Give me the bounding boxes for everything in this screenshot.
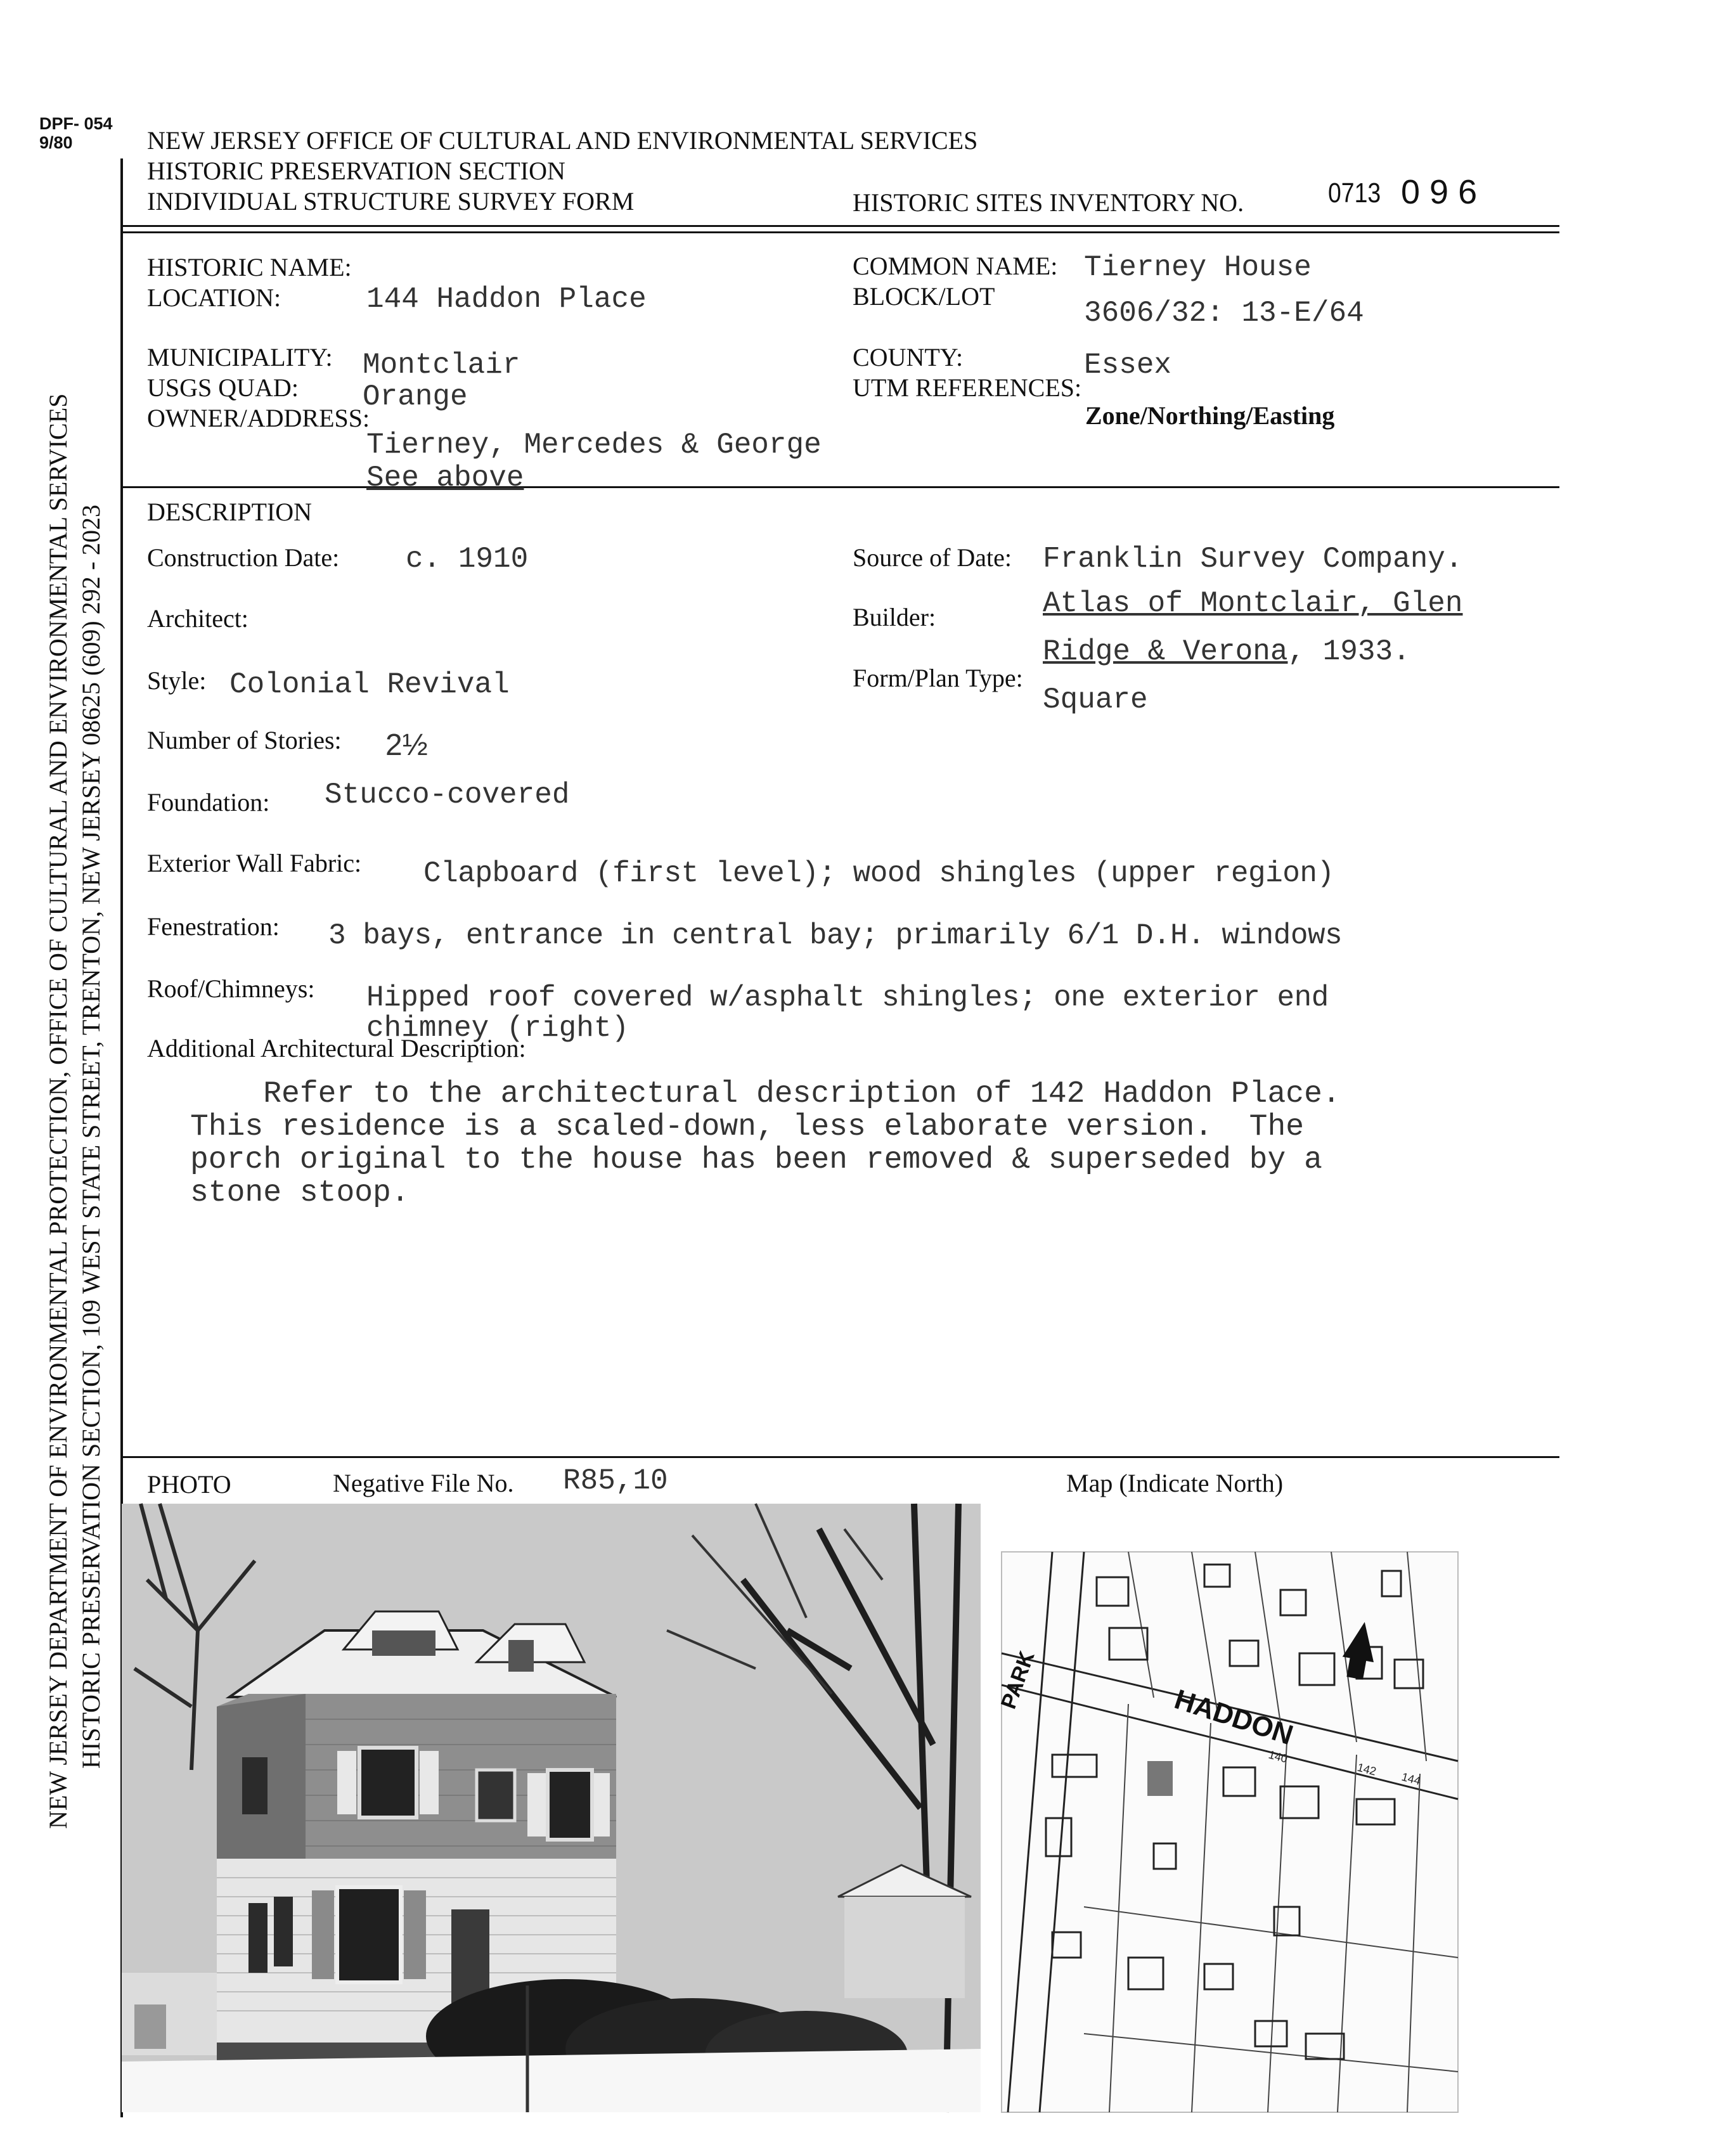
owner-value: Tierney, Mercedes & George xyxy=(366,429,822,462)
builder-line2-year: , 1933. xyxy=(1287,635,1410,668)
common-name-label: COMMON NAME: xyxy=(853,252,1058,280)
roof-line2: chimney (right) xyxy=(366,1012,629,1045)
style-label: Style: xyxy=(147,666,207,695)
county-label: COUNTY: xyxy=(853,343,964,371)
builder-label: Builder: xyxy=(853,603,936,631)
header-rule-bottom xyxy=(120,231,1559,233)
source-of-date-label: Source of Date: xyxy=(853,543,1012,572)
site-map-drawing xyxy=(996,1552,1458,2112)
builder-line2 xyxy=(1043,635,1410,668)
additional-description-label: Additional Architectural Description: xyxy=(147,1034,526,1062)
form-code-line2: 9/80 xyxy=(39,133,73,152)
form-code xyxy=(39,114,113,152)
additional-description-text: Refer to the architectural description of 142 Haddon Place. This residence is a scaled-down, less elaborate version. The porch original to the house has been removed & superseded by a stone stoop. xyxy=(190,1077,1341,1210)
utm-references-label: UTM REFERENCES: xyxy=(853,373,1082,402)
block-lot-value: 3606/32: 13-E/64 xyxy=(1084,297,1364,330)
municipality-value: Montclair xyxy=(363,349,520,382)
inventory-prefix: 0713 xyxy=(1328,178,1381,209)
roof-chimneys-label: Roof/Chimneys: xyxy=(147,974,315,1003)
identification-rule xyxy=(120,486,1559,488)
owner-address-label: OWNER/ADDRESS: xyxy=(147,404,370,432)
side-text-line1: NEW JERSEY DEPARTMENT OF ENVIRONMENTAL PROTECTION, OFFICE OF CULTURAL AND ENVIRONMENTAL SERVICES xyxy=(44,393,72,1829)
photo-section-rule xyxy=(120,1456,1559,1458)
house-photo-drawing xyxy=(122,1504,981,2112)
inventory-label: HISTORIC SITES INVENTORY NO. xyxy=(853,188,1244,217)
inventory-number: 0 9 6 xyxy=(1401,173,1478,211)
map-street-haddon: HADDON xyxy=(1170,1683,1297,1752)
map-lot-144: 144 xyxy=(1400,1770,1422,1788)
header-line2: HISTORIC PRESERVATION SECTION xyxy=(147,157,565,185)
site-map xyxy=(996,1552,1458,2112)
description-section-label: DESCRIPTION xyxy=(147,498,313,526)
architect-label: Architect: xyxy=(147,604,248,633)
negative-file-label: Negative File No. xyxy=(333,1469,514,1497)
location-label: LOCATION: xyxy=(147,283,281,312)
fenestration-value: 3 bays, entrance in central bay; primarily 6/1 D.H. windows xyxy=(328,919,1343,952)
foundation-label: Foundation: xyxy=(147,788,270,817)
header-rule-top xyxy=(120,225,1559,227)
historic-name-label: HISTORIC NAME: xyxy=(147,253,352,281)
utm-sub-label: Zone/Northing/Easting xyxy=(1085,401,1335,430)
owner-address-value: See above xyxy=(366,462,524,494)
block-lot-label: BLOCK/LOT xyxy=(853,282,995,311)
map-lot-142: 142 xyxy=(1355,1760,1378,1778)
photo-label: PHOTO xyxy=(147,1470,231,1499)
builder-line1: Atlas of Montclair, Glen xyxy=(1043,587,1463,620)
roof-line1: Hipped roof covered w/asphalt shingles; one exterior end xyxy=(366,981,1329,1014)
foundation-value: Stucco-covered xyxy=(325,778,570,811)
map-label: Map (Indicate North) xyxy=(1066,1469,1284,1497)
builder-line2-underlined: Ridge & Verona xyxy=(1043,635,1288,668)
county-value: Essex xyxy=(1084,349,1172,382)
location-value: 144 Haddon Place xyxy=(366,283,647,316)
source-of-date-value: Franklin Survey Company. xyxy=(1043,543,1463,576)
negative-file-value: R85,10 xyxy=(563,1464,668,1497)
side-text-line2: HISTORIC PRESERVATION SECTION, 109 WEST STATE STREET, TRENTON, NEW JERSEY 08625 (609) 292 - 2023 xyxy=(77,504,105,1769)
map-lot-140: 140 xyxy=(1267,1748,1289,1765)
form-plan-type-value: Square xyxy=(1043,683,1148,716)
stories-label: Number of Stories: xyxy=(147,726,342,754)
fenestration-label: Fenestration: xyxy=(147,912,280,941)
stories-value: 2½ xyxy=(385,728,428,762)
construction-date-label: Construction Date: xyxy=(147,543,340,572)
form-code-line1: DPF- 054 xyxy=(39,114,113,133)
wall-fabric-value: Clapboard (first level); wood shingles (upper region) xyxy=(423,857,1334,890)
header-line1: NEW JERSEY OFFICE OF CULTURAL AND ENVIRONMENTAL SERVICES xyxy=(147,126,978,155)
form-plan-type-label: Form/Plan Type: xyxy=(853,664,1023,692)
wall-fabric-label: Exterior Wall Fabric: xyxy=(147,849,362,877)
construction-date-value: c. 1910 xyxy=(406,543,529,576)
usgs-quad-label: USGS QUAD: xyxy=(147,373,299,402)
usgs-quad-value: Orange xyxy=(363,380,468,413)
municipality-label: MUNICIPALITY: xyxy=(147,343,333,371)
style-value: Colonial Revival xyxy=(229,668,510,701)
header-line3: INDIVIDUAL STRUCTURE SURVEY FORM xyxy=(147,187,635,216)
map-street-park: PARK xyxy=(996,1648,1040,1712)
house-photo xyxy=(122,1504,981,2112)
common-name-value: Tierney House xyxy=(1084,251,1312,284)
